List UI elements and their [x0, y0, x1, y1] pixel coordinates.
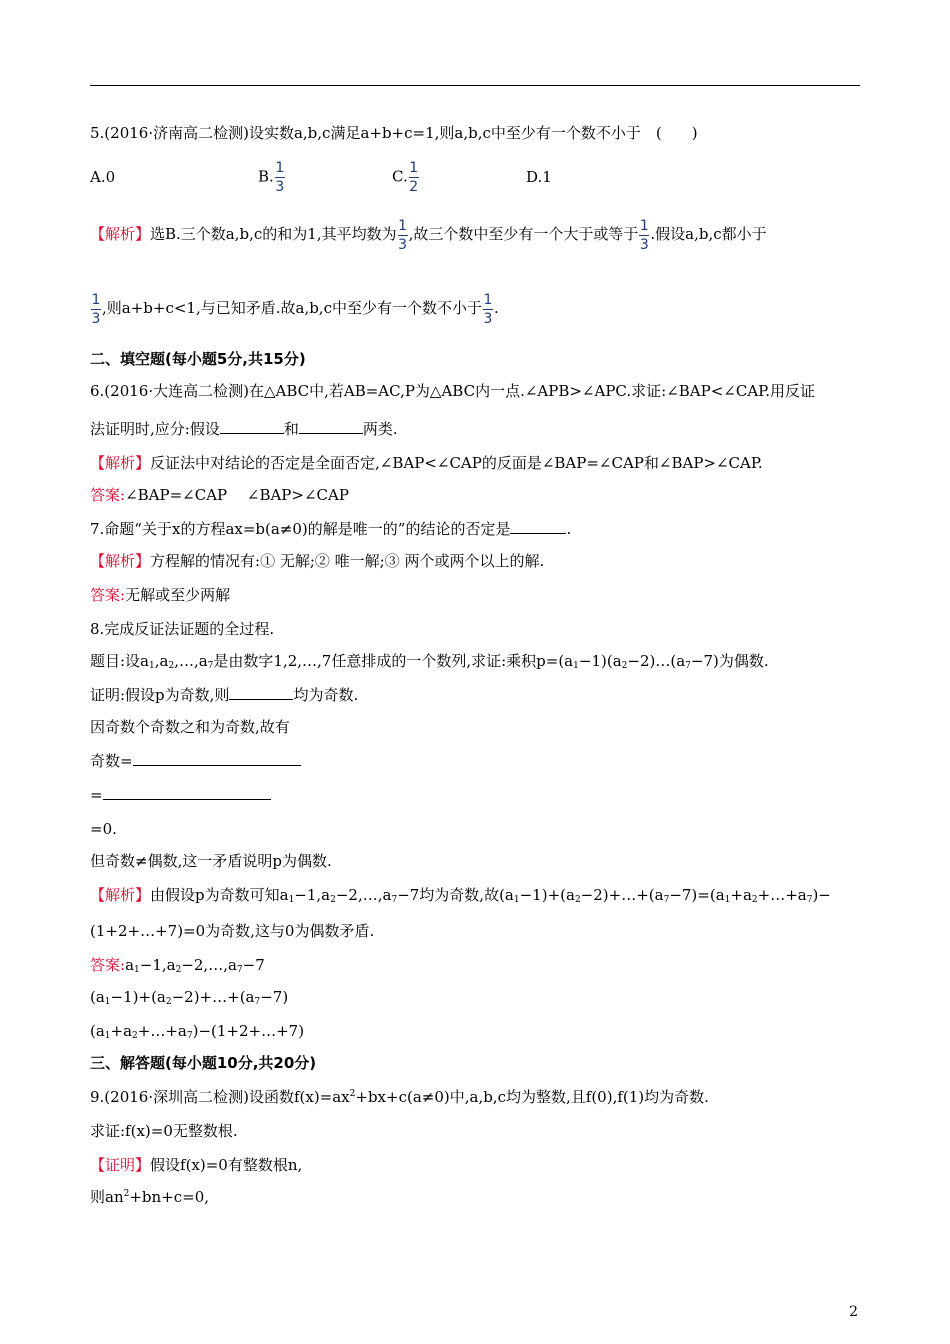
- q8-proof-6: 但奇数≠偶数,这一矛盾说明p为偶数.: [90, 852, 332, 870]
- q5-options: [90, 160, 860, 204]
- q8-answer-2: $(a_1-1)+(a_2-2)+\dots+(a_7-7)$: [90, 988, 289, 1007]
- option-a: A.0: [90, 168, 116, 186]
- q8-proof-3: 奇数=: [90, 750, 860, 772]
- q9-stem-1: 9.(2016·深圳高二检测)设函数$f(x)=ax^2+bx+c(a\ne 0)$中,a,b,c均为整数,且f(0),f(1)均为奇数.: [90, 1088, 709, 1106]
- q8-answer-1: 答案$:a_1-1,a_2-2,\dots,a_7-7$: [90, 956, 265, 975]
- option-d: D.1: [526, 168, 552, 186]
- analysis-tag: 【解析】: [90, 225, 151, 243]
- blank-q8-1: [229, 684, 293, 700]
- q6-stem-2: 法证明时,应分:假设 和 两类.: [90, 420, 398, 438]
- blank-2: [299, 418, 363, 434]
- blank-q8-2: [133, 750, 301, 766]
- q6-answer: 答案:∠BAP=∠CAP ∠BAP>∠CAP: [90, 486, 349, 504]
- q5-analysis-line-1: 【解析】选B.三个数a,b,c的和为1,其平均数为 $\frac{1}{3}$ ,故三个数中至少有一个大于或等于 $\frac{1}{3}$ .假设a,b,c都小于: [90, 217, 767, 253]
- q6-stem-1: 6.(2016·大连高二检测)在△ABC中,若AB=AC,P为△ABC内一点.∠APB>∠APC.求证:∠BAP<∠CAP.用反证: [90, 382, 815, 400]
- q9-proof-1: 【证明】假设f(x)=0有整数根n,: [90, 1156, 303, 1174]
- q8-proof-4: =: [90, 784, 860, 806]
- q7-stem: 7.命题“关于x的方程ax=b(a≠0)的解是唯一的”的结论的否定是 .: [90, 520, 572, 538]
- q8-answer-3: $(a_1+a_2+\dots+a_7)-(1+2+\dots+7)$: [90, 1022, 305, 1041]
- header-rule: [90, 85, 860, 86]
- q8-proof-5: =0.: [90, 820, 117, 838]
- q8-proof-1: 证明:假设p为奇数,则 均为奇数.: [90, 686, 359, 704]
- q8-stem: 8.完成反证法证题的全过程.: [90, 620, 275, 638]
- page-number: 2: [849, 1304, 858, 1320]
- fraction-one-half: $\frac{1}{2}$: [409, 160, 419, 195]
- q5-analysis-line-2: $\frac{1}{3}$ ,则a+b+c<1,与已知矛盾.故a,b,c中至少有一个数不小于 $\frac{1}{3}$ .: [91, 291, 499, 327]
- q8-analysis-1: 【解析】由假设p为奇数可知$a_1-1,a_2-2,\dots,a_7-7$均为奇数,故$(a_1-1)+(a_2-2)+\dots+(a_7-7)=(a_1+a_2+\dots+a_7)-$: [90, 886, 831, 905]
- option-b: B. $\frac{1}{3}$: [258, 160, 285, 195]
- q8-problem: 题目:设$a_1,a_2,\dots,a_7$是由数字1,2,…,7任意排成的一个数列,求证:乘积$p=(a_1-1)(a_2-2)\dots(a_7-7)$为偶数.: [90, 652, 769, 671]
- q9-stem-2: 求证:f(x)=0无整数根.: [90, 1122, 238, 1140]
- q8-analysis-2: (1+2+…+7)=0为奇数,这与0为偶数矛盾.: [90, 922, 375, 940]
- fraction-one-third: $\frac{1}{3}$: [275, 160, 285, 195]
- blank-q8-3: [103, 784, 271, 800]
- section-3-title: 三、解答题(每小题10分,共20分): [90, 1054, 317, 1072]
- q8-proof-2: 因奇数个奇数之和为奇数,故有: [90, 718, 290, 736]
- q9-proof-2: 则$an^2+bn+c=0$,: [90, 1188, 210, 1206]
- option-c: C. $\frac{1}{2}$: [392, 160, 419, 195]
- section-2-title: 二、填空题(每小题5分,共15分): [90, 350, 306, 368]
- blank-1: [220, 418, 284, 434]
- q7-answer: 答案:无解或至少两解: [90, 586, 231, 604]
- q5-stem: 5.(2016·济南高二检测)设实数a,b,c满足a+b+c=1,则a,b,c中至少有一个数不小于 ( ): [90, 124, 698, 142]
- blank-q7: [510, 518, 566, 534]
- q7-analysis: 【解析】方程解的情况有:① 无解;② 唯一解;③ 两个或两个以上的解.: [90, 552, 545, 570]
- q6-analysis: 【解析】反证法中对结论的否定是全面否定,∠BAP<∠CAP的反面是∠BAP=∠CAP和∠BAP>∠CAP.: [90, 454, 763, 472]
